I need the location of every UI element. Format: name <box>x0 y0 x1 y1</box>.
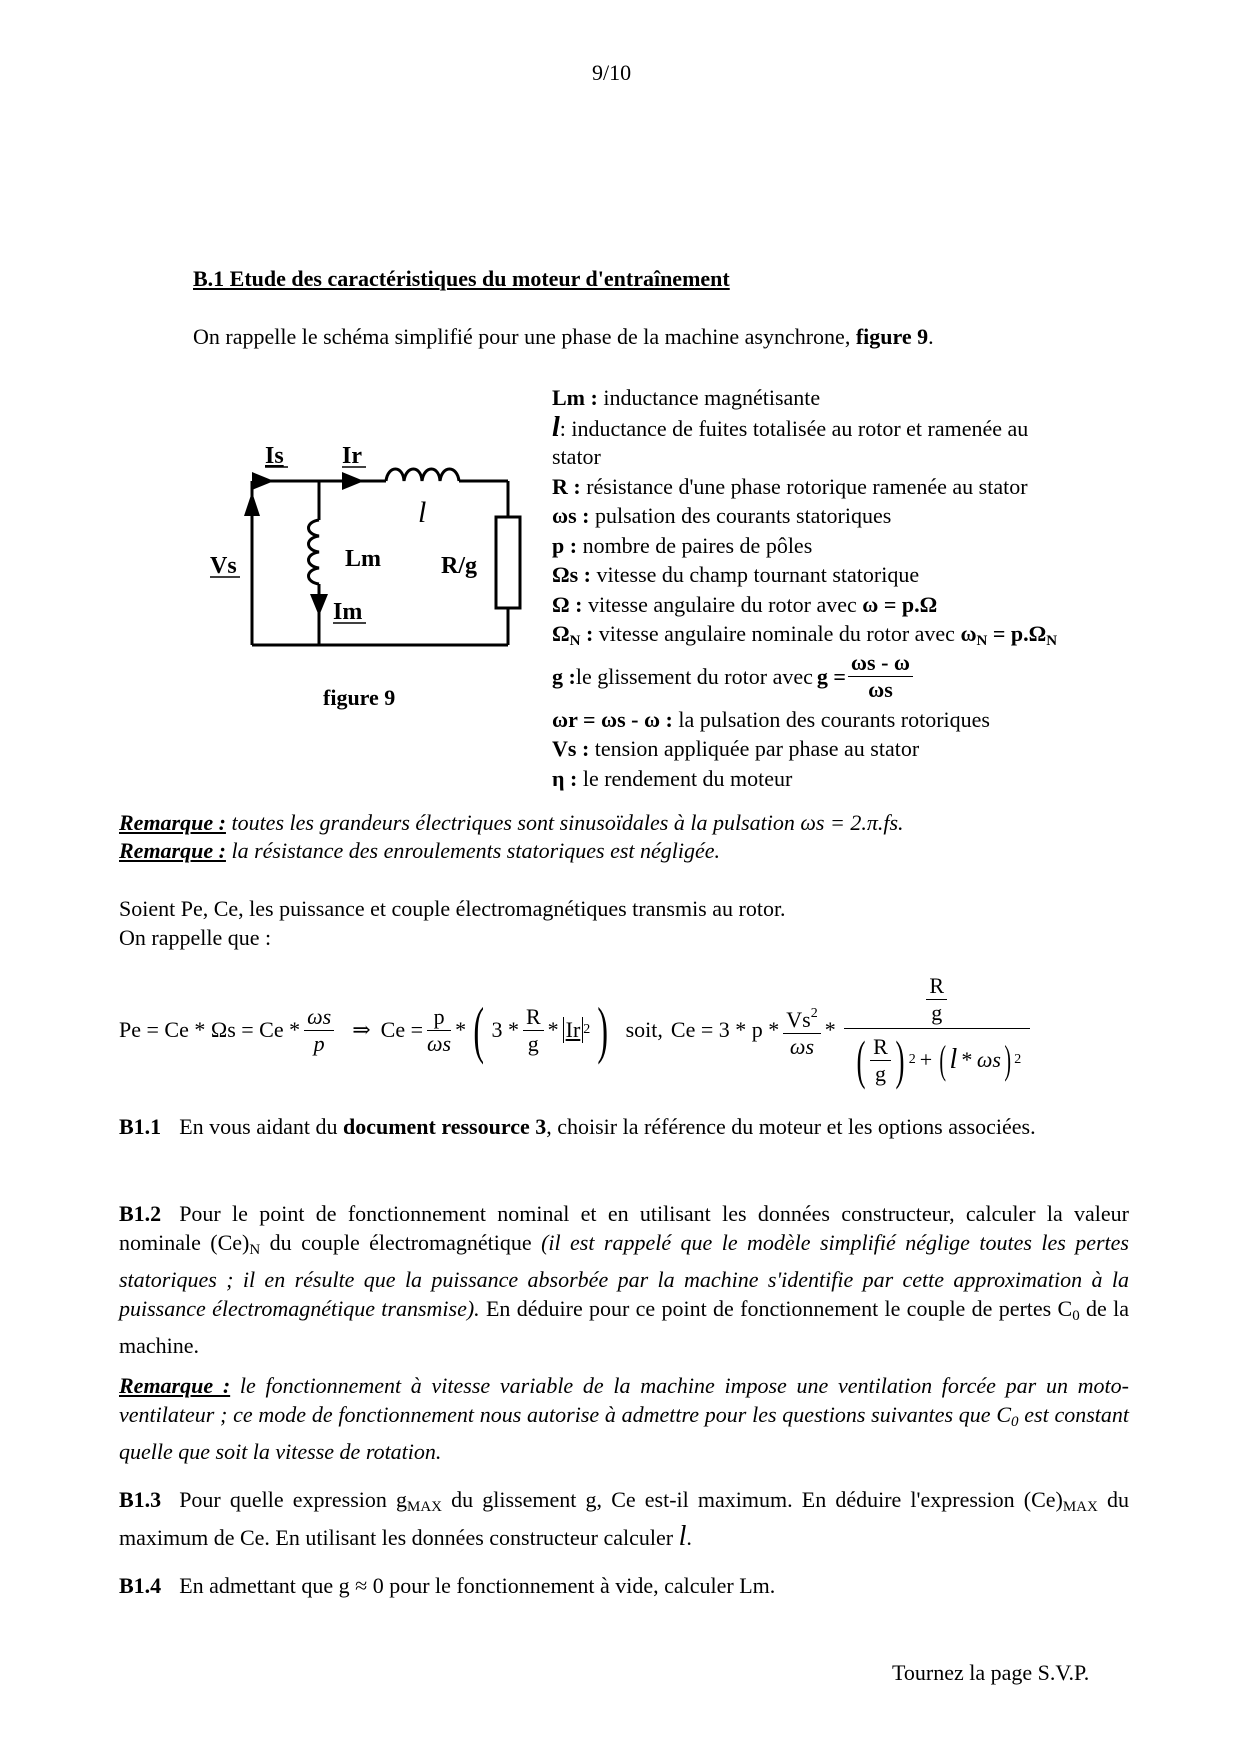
remark-1: Remarque : toutes les grandeurs électriques sont sinusoïdales à la pulsation ωs = 2.π.fs. <box>119 810 904 835</box>
symbol-legend <box>552 383 1057 793</box>
label-ir: Ir <box>342 443 362 469</box>
remark-label: Remarque : <box>119 810 226 835</box>
label-rg: R/g <box>441 553 477 579</box>
intro-paragraph <box>193 324 934 350</box>
remark-2: Remarque : la résistance des enroulements statoriques est négligée. <box>119 838 721 863</box>
legend-W: Ω : vitesse angulaire du rotor avec ω = p.Ω <box>552 591 938 617</box>
figure-reference: figure 9 <box>855 324 929 349</box>
section-title: B.1 Etude des caractéristiques du moteur d'entraînement <box>193 266 730 291</box>
legend-WN: $\Omega_N$ : vitesse angulaire nominale du rotor avec $\omega_N = p.\Omega_N$ <box>552 621 1058 649</box>
soient-line: Soient Pe, Ce, les puissance et couple électromagnétiques transmis au rotor. <box>119 896 786 921</box>
figure-caption: figure 9 <box>323 685 396 710</box>
rappel-line: On rappelle que : <box>119 925 272 950</box>
legend-g: g : le glissement du rotor avec g = $\frac{\omega s - \omega}{\omega s}$ <box>552 649 1057 705</box>
legend-vs: Vs : tension appliquée par phase au stator <box>552 736 920 761</box>
page-number: 9/10 <box>592 60 632 85</box>
legend-l-cont: stator <box>552 444 601 469</box>
intro-text: On rappelle le schéma simplifié pour une phase de la machine asynchrone, <box>193 324 856 349</box>
question-b14: B1.4 En admettant que g ≈ 0 pour le fonctionnement à vide, calculer Lm. <box>119 1573 776 1598</box>
label-im: Im <box>333 599 363 625</box>
legend-p: p : nombre de paires de pôles <box>552 532 813 558</box>
legend-wr: ωr = ωs - ω : la pulsation des courants rotoriques <box>552 706 990 732</box>
footer-turn-page: Tournez la page S.V.P. <box>892 1660 1090 1685</box>
remark-label: Remarque : <box>119 1373 231 1398</box>
main-equation: Pe = Ce * Ωs = Ce * $\frac{\omega s}{p}$ ⇒ Ce = $\frac{p}{\omega s}$ * ( 3 * $\frac{R}{g}$ * Ir 2 ) soit, Ce = 3 * p * $\frac{Vs^2}{\omega s}$ * $\frac{R}{g}$ ( $\frac{R}{g}$ ) 2 + ( l * ωs ) 2 <box>119 955 1030 1105</box>
label-l: l <box>418 496 427 529</box>
label-vs: Vs <box>210 553 237 579</box>
question-b12: B1.2 Pour le point de fonctionnement nominal et en utilisant les données constructeur, calculer la valeur nominale $(Ce)_N$ du couple électromagnétique (il est rappelé que le modèle simplifié néglige toutes les pertes statoriques ; il en résulte que la puissance absorbée par la machine s'identifie par cette approximation à la puissance électromagnétique transmise). En déduire pour ce point de fonctionnement le couple de pertes $C_0$ de la machine. <box>119 1201 1129 1358</box>
legend-Ws: Ωs : vitesse du champ tournant statorique <box>552 562 920 587</box>
label-is: Is <box>265 443 284 469</box>
legend-eta: η : le rendement du moteur <box>552 765 793 791</box>
question-b11: B1.1 En vous aidant du document ressource 3, choisir la référence du moteur et les options associées. <box>119 1114 1036 1139</box>
intro-end: . <box>928 324 934 349</box>
im-arrow-icon <box>310 594 328 616</box>
remark-3: Remarque : le fonctionnement à vitesse variable de la machine impose une ventilation forcée par un moto-ventilateur ; ce mode de fonctionnement nous autorise à admettre pour les questions suivantes que $C_0$ est constant quelle que soit la vitesse de rotation. <box>119 1373 1129 1464</box>
legend-l: l: inductance de fuites totalisée au rotor et ramenée au <box>552 411 1029 443</box>
legend-lm: Lm : inductance magnétisante <box>552 385 821 410</box>
ir-arrow-icon <box>342 472 364 490</box>
legend-ws: ωs : pulsation des courants statoriques <box>552 503 892 528</box>
inductor-l-coil <box>386 469 459 481</box>
resistor-rg <box>496 517 520 608</box>
question-b13: B1.3 Pour quelle expression $g_{MAX}$ du glissement g, Ce est-il maximum. En déduire l'expression $(Ce)_{MAX}$ du maximum de Ce. En utilisant les données constructeur calculer l. <box>119 1487 1129 1552</box>
label-lm: Lm <box>345 546 381 572</box>
legend-r: R : résistance d'une phase rotorique ramenée au stator <box>552 473 1028 499</box>
circuit-diagram <box>190 425 530 675</box>
is-arrow-icon <box>252 472 274 490</box>
remark-label: Remarque : <box>119 838 226 863</box>
inductor-lm-coil <box>309 520 320 584</box>
